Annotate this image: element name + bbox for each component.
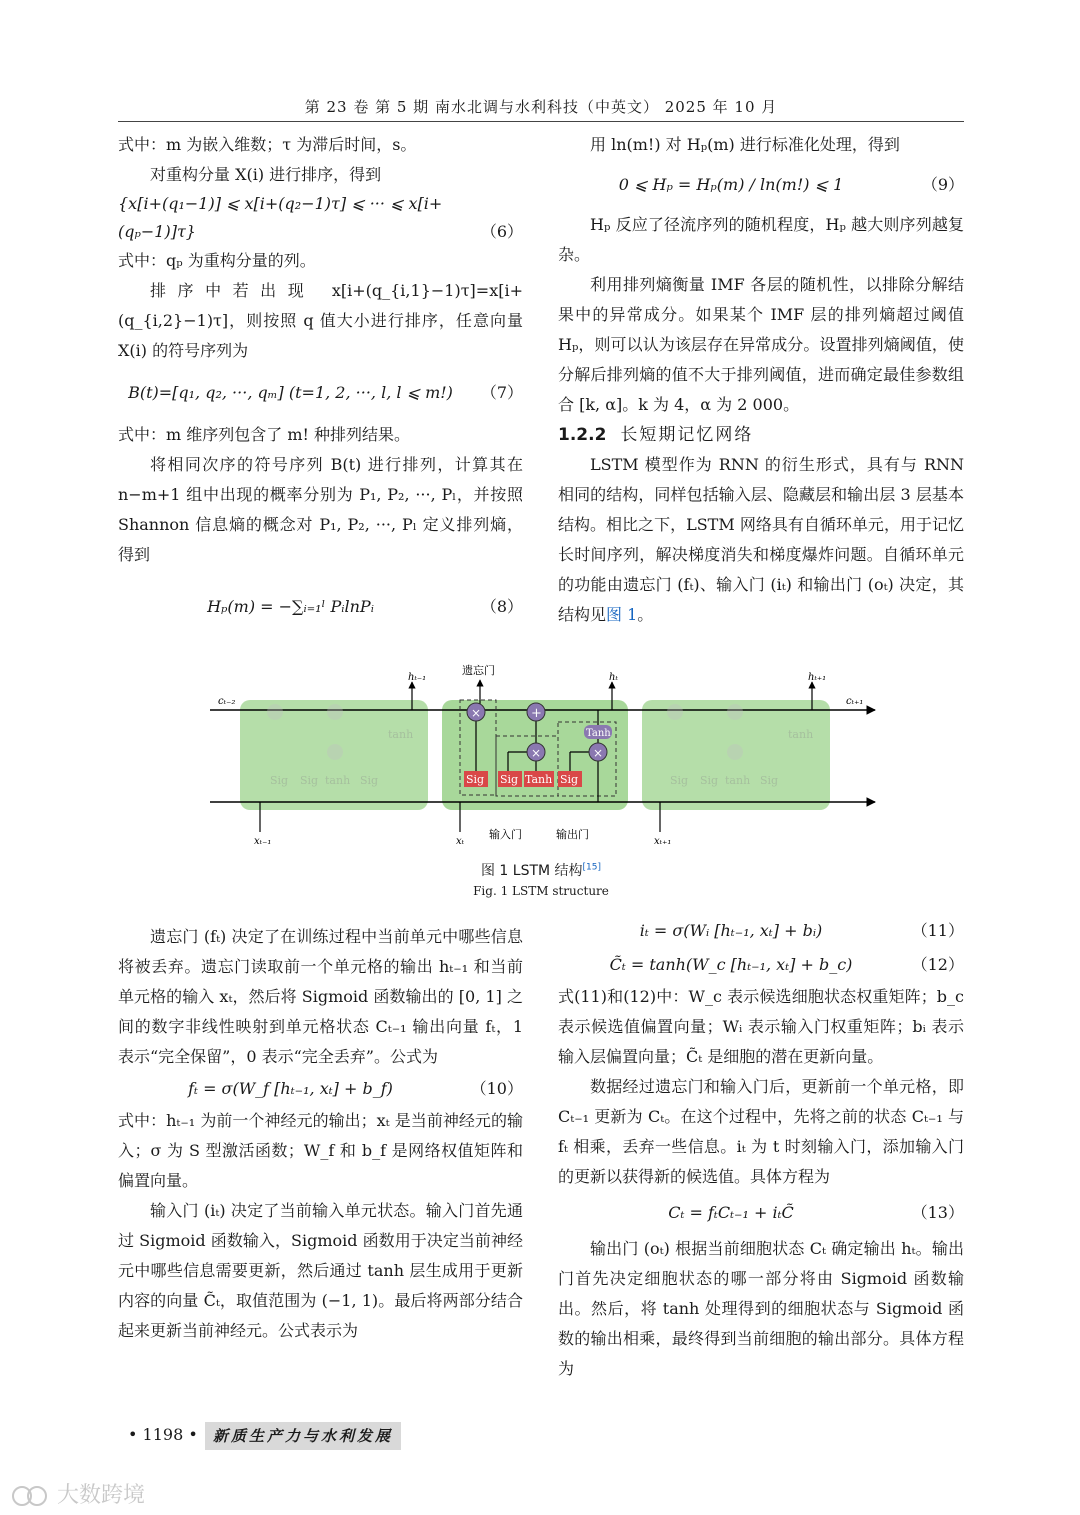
- equation-number: （13）: [911, 1203, 964, 1222]
- x-next-label: xₜ₊₁: [654, 836, 672, 847]
- forget-gate-label: 遗忘门: [462, 664, 495, 677]
- equation-number: （6）: [480, 222, 523, 241]
- paragraph: Hₚ 反应了径流序列的随机程度，Hₚ 越大则序列越复杂。: [558, 215, 964, 264]
- tanh-label: tanh: [788, 728, 814, 741]
- equation-number: （12）: [911, 955, 964, 974]
- paragraph: 利用排列熵衡量 IMF 各层的随机性，以排除分解结果中的异常成分。如果某个 IMF 层的排列熵超过阈值 Hₚ，则可以认为该层存在异常成分。设置排列熵阈值，使分解后排列熵的值不大于排列阈值，进而确定最佳参数组合 [k, α]。k 为 4，α 为 2 000。: [558, 275, 964, 414]
- equation-12: [558, 948, 964, 982]
- equation-body: B(t)=[q₁, q₂, ···, qₘ] (t=1, 2, ···, l, l ⩽ m!): [128, 383, 453, 402]
- h-next-label: hₜ₊₁: [808, 672, 827, 683]
- caption-citation[interactable]: [15]: [582, 862, 602, 873]
- tanh-label: tanh: [325, 774, 351, 787]
- paragraph: 数据经过遗忘门和输入门后，更新前一个单元格，即 Cₜ₋₁ 更新为 Cₜ。在这个过程中，先将之前的状态 Cₜ₋₁ 与 fₜ 相乘，丢弃一些信息。iₜ 为 t 时刻输入门，添加输入门的更新以获得新的候选值。具体方程为: [558, 1077, 964, 1186]
- multiply-node: [727, 744, 743, 760]
- paragraph: 遗忘门 (fₜ) 决定了在训练过程中当前单元中哪些信息将被丢弃。遗忘门读取前一个单元格的输出 hₜ₋₁ 和当前单元格的输入 xₜ，然后将 Sigmoid 函数输出的 [0, 1] 之间的数字非线性映射到单元格状态 Cₜ₋₁ 输出向量 fₜ，1 表示“完全保留”，0 表示“完全丢弃”。公式为: [118, 927, 523, 1066]
- watermark-logo-icon: [10, 1483, 50, 1509]
- equation-number: （8）: [480, 597, 523, 616]
- paragraph: 用 ln(m!) 对 Hₚ(m) 进行标准化处理，得到: [590, 135, 900, 154]
- tanh-label: Tanh: [525, 773, 553, 786]
- multiply-node: [327, 744, 343, 760]
- equation-6: [118, 190, 523, 246]
- paragraph: 式中：m 维序列包含了 m! 种排列结果。: [118, 425, 411, 444]
- paragraph: 输出门 (oₜ) 根据当前细胞状态 Cₜ 确定输出 hₜ。输出门首先决定细胞状态的哪一部分将由 Sigmoid 函数输出。然后，将 tanh 处理得到的细胞状态与 Sigmoid 函数的输出相乘，最终得到当前细胞的输出部分。具体方程为: [558, 1239, 964, 1378]
- add-node: [727, 704, 743, 720]
- equation-10: [118, 1072, 523, 1106]
- sig-label: Sig: [670, 774, 689, 787]
- section-title: 长短期记忆网络: [620, 425, 754, 445]
- sig-label: Sig: [760, 774, 779, 787]
- tanh-label: tanh: [725, 774, 751, 787]
- left-column: [118, 130, 523, 638]
- multiply-symbol: ×: [593, 746, 604, 760]
- equation-11: [558, 914, 964, 948]
- section-number: 1.2.2: [558, 425, 607, 445]
- figure-caption-en: Fig. 1 LSTM structure: [473, 884, 609, 898]
- equation-body: fₜ = σ(W_f [hₜ₋₁, xₜ] + b_f): [188, 1079, 393, 1098]
- figure-link[interactable]: 图 1: [606, 605, 638, 624]
- paragraph: 式中：hₜ₋₁ 为前一个神经元的输出；xₜ 是当前神经元的输入；σ 为 S 型激活函数；W_f 和 b_f 是网络权值矩阵和偏置向量。: [118, 1111, 523, 1190]
- sig-label: Sig: [500, 773, 519, 786]
- equation-8: [118, 576, 523, 638]
- page-number: • 1198 •: [128, 1425, 198, 1444]
- multiply-node: [667, 704, 683, 720]
- equation-9: [558, 160, 964, 210]
- paragraph: 式中：qₚ 为重构分量的列。: [118, 251, 316, 270]
- x-prev-label: xₜ₋₁: [254, 836, 272, 847]
- column-banner: 新质生产力与水利发展: [205, 1422, 401, 1450]
- right-column-bottom: [558, 914, 964, 1384]
- paragraph: 排序中若出现 x[i+(q_{i,1}−1)τ]=x[i+(q_{i,2}−1)τ]，则按照 q 值大小进行排序，任意向量 X(i) 的符号序列为: [118, 281, 523, 360]
- add-symbol: +: [531, 706, 542, 721]
- sig-label: Sig: [466, 773, 485, 786]
- equation-body: Hₚ(m) = −∑ᵢ₌₁ˡ PᵢlnPᵢ: [207, 597, 374, 616]
- equation-number: （10）: [470, 1079, 523, 1098]
- multiply-symbol: ×: [471, 706, 482, 720]
- paragraph: 输入门 (iₜ) 决定了当前输入单元状态。输入门首先通过 Sigmoid 函数输入，Sigmoid 函数用于决定当前神经元中哪些信息需要更新，然后通过 tanh 层生成用于更新内容的向量 C̃ₜ，取值范围为 (−1, 1)。最后将两部分结合起来更新当前神经元。公式表示为: [118, 1201, 523, 1340]
- paragraph-text: 。: [637, 605, 654, 624]
- paragraph: [558, 450, 964, 630]
- c-prev-label: cₜ₋₂: [218, 696, 236, 707]
- sig-label: Sig: [270, 774, 289, 787]
- right-column: [558, 130, 964, 630]
- multiply-symbol: ×: [531, 746, 542, 760]
- figure-caption-zh: [118, 860, 964, 880]
- sig-label: Sig: [560, 773, 579, 786]
- equation-13: [558, 1196, 964, 1230]
- sig-label: Sig: [700, 774, 719, 787]
- paragraph-text: LSTM 模型作为 RNN 的衍生形式，具有与 RNN 相同的结构，同样包括输入层、隐藏层和输出层 3 层基本结构。相比之下，LSTM 网络具有自循环单元，用于记忆长时间序列，解决梯度消失和梯度爆炸问题。自循环单元的功能由遗忘门 (fₜ)、输入门 (iₜ) 和输出门 (oₜ) 决定，其结构见: [558, 455, 964, 624]
- equation-body: C̃ₜ = tanh(W_c [hₜ₋₁, xₜ] + b_c): [609, 955, 853, 974]
- caption-text: 图 1 LSTM 结构: [480, 863, 583, 879]
- watermark-text: 大数跨境: [57, 1483, 146, 1508]
- input-gate-label: 输入门: [489, 828, 522, 841]
- equation-number: （11）: [911, 921, 964, 940]
- x-cur-label: xₜ: [456, 836, 465, 847]
- tanh-label: tanh: [388, 728, 414, 741]
- sig-label: Sig: [300, 774, 319, 787]
- equation-body: Cₜ = fₜCₜ₋₁ + iₜC̃: [668, 1203, 794, 1222]
- lstm-diagram: [200, 660, 890, 855]
- equation-body: iₜ = σ(Wᵢ [hₜ₋₁, xₜ] + bᵢ): [639, 921, 823, 940]
- h-prev-label: hₜ₋₁: [408, 672, 427, 683]
- left-column-bottom: [118, 922, 523, 1346]
- equation-7: [118, 376, 523, 410]
- add-node: [327, 704, 343, 720]
- paragraph: 式(11)和(12)中：W_c 表示候选细胞状态权重矩阵；b_c 表示候选值偏置向量；Wᵢ 表示输入门权重矩阵；bᵢ 表示输入层偏置向量；C̃ₜ 是细胞的潜在更新向量。: [558, 987, 964, 1066]
- header-rule: [118, 121, 964, 122]
- sig-label: Sig: [360, 774, 379, 787]
- tanh-node-label: Tanh: [586, 728, 611, 739]
- h-cur-label: hₜ: [609, 672, 618, 683]
- multiply-node: [267, 704, 283, 720]
- running-header: 第 23 卷 第 5 期 南水北调与水利科技（中英文） 2025 年 10 月: [304, 98, 778, 116]
- equation-body: {x[i+(q₁−1)] ⩽ x[i+(q₂−1)τ] ⩽ ··· ⩽ x[i+(qₚ−1)]τ}: [118, 194, 443, 241]
- output-gate-label: 输出门: [556, 828, 589, 841]
- section-heading: [558, 420, 964, 450]
- equation-number: （7）: [480, 383, 523, 402]
- paragraph: 对重构分量 X(i) 进行排序，得到: [150, 165, 382, 184]
- watermark: [10, 1478, 145, 1509]
- equation-body: 0 ⩽ Hₚ = Hₚ(m) / ln(m!) ⩽ 1: [618, 175, 844, 194]
- paragraph: 将相同次序的符号序列 B(t) 进行排列，计算其在 n−m+1 组中出现的概率分别为 P₁, P₂, ···, Pₗ，并按照 Shannon 信息熵的概念对 P₁, P₂, ···, Pₗ 定义排列熵，得到: [118, 455, 523, 564]
- c-next-label: cₜ₊₁: [846, 696, 864, 707]
- paragraph: 式中：m 为嵌入维数；τ 为滞后时间，s。: [118, 135, 417, 154]
- equation-number: （9）: [921, 175, 964, 194]
